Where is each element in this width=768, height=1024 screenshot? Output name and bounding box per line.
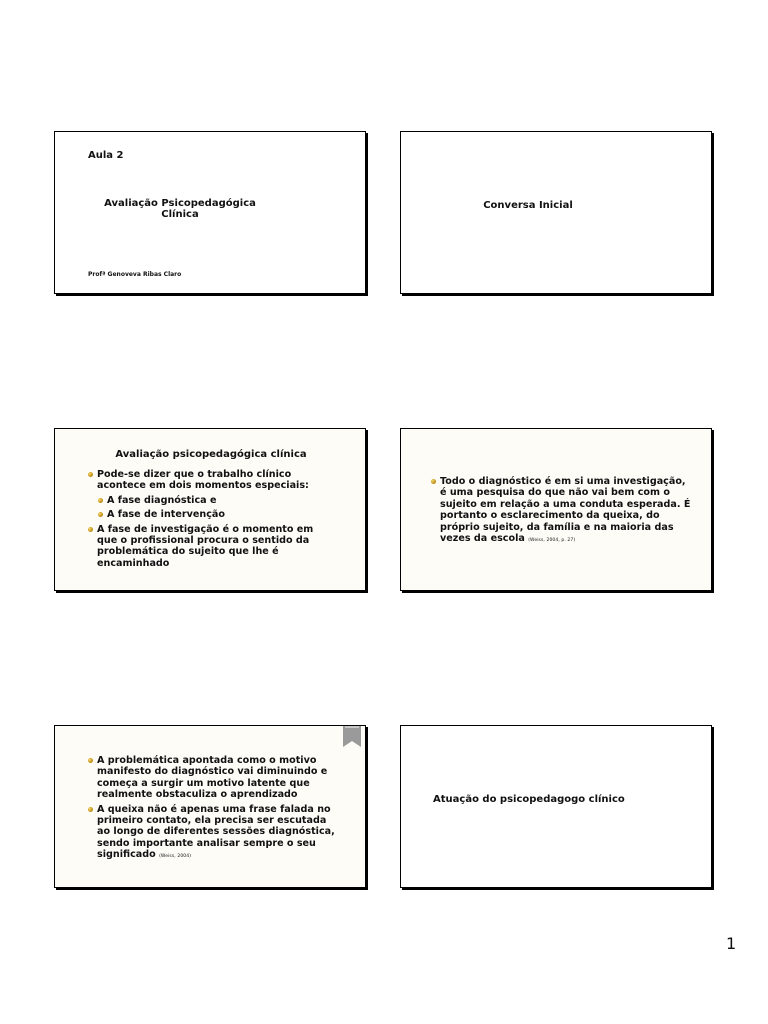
list-item <box>88 524 323 570</box>
list-item <box>431 476 693 546</box>
title-line-2: Clínica <box>161 209 199 220</box>
gold-bullet-icon <box>88 527 93 532</box>
gold-bullet-icon <box>98 512 103 517</box>
gold-bullet-icon <box>88 758 93 763</box>
list-item-text: A fase de investigação é o momento em que o profissional procura o sentido da problemática do sujeito que lhe é encaminhado <box>97 523 314 569</box>
list-item-text: Pode-se dizer que o trabalho clínico acontece em dois momentos especiais: <box>97 469 309 492</box>
list-item <box>98 495 323 506</box>
slide-6 <box>400 725 712 888</box>
bookmark-ribbon-icon <box>343 725 361 747</box>
bullet-list <box>88 755 340 866</box>
gold-bullet-icon <box>98 498 103 503</box>
citation: (Weiss, 2004) <box>159 854 192 860</box>
list-item-text: A fase de intervenção <box>107 509 225 521</box>
title-line-1: Avaliação Psicopedagógica <box>104 198 256 209</box>
bullet-list <box>88 469 323 572</box>
list-item-text: A fase diagnóstica e <box>107 494 217 506</box>
slide-title: Avaliação psicopedagógica clínica <box>115 449 307 460</box>
slide-2 <box>400 131 712 294</box>
list-item-text: Todo o diagnóstico é em si uma investigação, é uma pesquisa do que não vai bem com o sujeito em relação a uma conduta esperada. É portanto o esclarecimento da queixa, do próprio sujeito, da família e na maioria das vezes da escola <box>440 476 691 545</box>
list-item <box>88 755 340 801</box>
slide-title: Conversa Inicial <box>483 200 573 211</box>
page-number: 1 <box>726 934 737 953</box>
slide-title: Atuação do psicopedagogo clínico <box>433 794 625 805</box>
list-item-text: A queixa não é apenas uma frase falada no primeiro contato, ela precisa ser escutada ao longo de diferentes sessões diagnóstica, sendo importante analisar sempre o seu significado <box>97 803 335 861</box>
slide-3 <box>54 428 366 591</box>
list-item <box>88 804 340 863</box>
bullet-list <box>431 476 693 549</box>
list-item <box>98 509 323 520</box>
slide-5 <box>54 725 366 888</box>
lesson-label: Aula 2 <box>88 150 124 161</box>
slide-title <box>100 198 260 221</box>
gold-bullet-icon <box>88 472 93 477</box>
author-label: Profª Genoveva Ribas Claro <box>88 271 182 278</box>
list-item-text: A problemática apontada como o motivo manifesto do diagnóstico vai diminuindo e começa a surgir um motivo latente que realmente obstaculiza o aprendizado <box>97 755 328 801</box>
gold-bullet-icon <box>431 479 436 484</box>
gold-bullet-icon <box>88 807 93 812</box>
list-item <box>88 469 323 492</box>
citation: (Weiss, 2004, p. 27) <box>528 538 576 544</box>
slide-4 <box>400 428 712 591</box>
slide-1 <box>54 131 366 294</box>
